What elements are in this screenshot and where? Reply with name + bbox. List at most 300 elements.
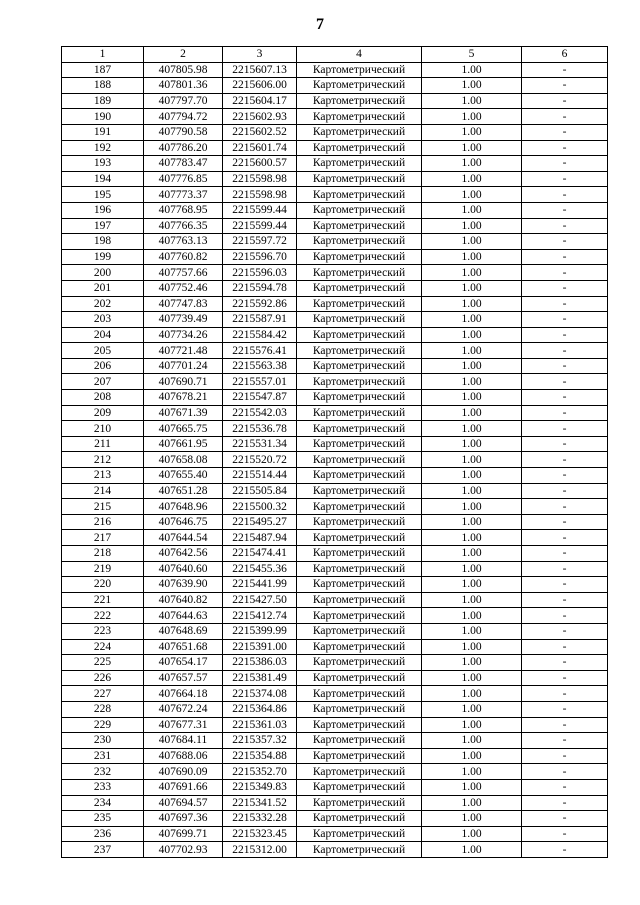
accuracy-cell: 1.00 [422,156,522,172]
table-row [62,358,608,374]
point-number-cell: 193 [62,156,144,172]
y-coordinate-cell: 2215427.50 [223,592,297,608]
x-coordinate-cell: 407794.72 [144,109,223,125]
point-number-cell: 221 [62,592,144,608]
note-cell: - [522,374,608,390]
point-number-cell: 204 [62,327,144,343]
point-number-cell: 234 [62,795,144,811]
method-cell: Картометрический [297,811,422,827]
table-row [62,701,608,717]
method-cell: Картометрический [297,499,422,515]
x-coordinate-cell: 407661.95 [144,436,223,452]
x-coordinate-cell: 407757.66 [144,265,223,281]
method-cell: Картометрический [297,296,422,312]
column-header-3: 3 [223,47,297,63]
accuracy-cell: 1.00 [422,779,522,795]
method-cell: Картометрический [297,436,422,452]
method-cell: Картометрический [297,592,422,608]
table-row [62,655,608,671]
note-cell: - [522,811,608,827]
point-number-cell: 201 [62,280,144,296]
accuracy-cell: 1.00 [422,499,522,515]
y-coordinate-cell: 2215455.36 [223,561,297,577]
x-coordinate-cell: 407644.63 [144,608,223,624]
note-cell: - [522,748,608,764]
accuracy-cell: 1.00 [422,608,522,624]
x-coordinate-cell: 407648.96 [144,499,223,515]
accuracy-cell: 1.00 [422,701,522,717]
x-coordinate-cell: 407644.54 [144,530,223,546]
point-number-cell: 227 [62,686,144,702]
x-coordinate-cell: 407651.28 [144,483,223,499]
point-number-cell: 220 [62,577,144,593]
accuracy-cell: 1.00 [422,748,522,764]
point-number-cell: 228 [62,701,144,717]
method-cell: Картометрический [297,764,422,780]
table-row [62,296,608,312]
accuracy-cell: 1.00 [422,343,522,359]
accuracy-cell: 1.00 [422,717,522,733]
method-cell: Картометрический [297,78,422,94]
table-row [62,530,608,546]
table-row [62,608,608,624]
method-cell: Картометрический [297,530,422,546]
method-cell: Картометрический [297,265,422,281]
x-coordinate-cell: 407786.20 [144,140,223,156]
x-coordinate-cell: 407702.93 [144,842,223,858]
note-cell: - [522,296,608,312]
coordinates-table [61,46,608,858]
method-cell: Картометрический [297,842,422,858]
y-coordinate-cell: 2215598.98 [223,171,297,187]
table-row [62,124,608,140]
table-row [62,218,608,234]
table-row [62,514,608,530]
accuracy-cell: 1.00 [422,296,522,312]
note-cell: - [522,187,608,203]
accuracy-cell: 1.00 [422,265,522,281]
column-header-2: 2 [144,47,223,63]
accuracy-cell: 1.00 [422,686,522,702]
accuracy-cell: 1.00 [422,124,522,140]
table-row [62,733,608,749]
method-cell: Картометрический [297,468,422,484]
accuracy-cell: 1.00 [422,592,522,608]
accuracy-cell: 1.00 [422,764,522,780]
point-number-cell: 224 [62,639,144,655]
table-row [62,249,608,265]
table-row [62,312,608,328]
point-number-cell: 232 [62,764,144,780]
point-number-cell: 190 [62,109,144,125]
table-row [62,280,608,296]
y-coordinate-cell: 2215487.94 [223,530,297,546]
note-cell: - [522,421,608,437]
table-body [62,62,608,857]
accuracy-cell: 1.00 [422,249,522,265]
x-coordinate-cell: 407640.82 [144,592,223,608]
accuracy-cell: 1.00 [422,546,522,562]
y-coordinate-cell: 2215364.86 [223,701,297,717]
point-number-cell: 219 [62,561,144,577]
y-coordinate-cell: 2215542.03 [223,405,297,421]
y-coordinate-cell: 2215598.98 [223,187,297,203]
y-coordinate-cell: 2215500.32 [223,499,297,515]
accuracy-cell: 1.00 [422,374,522,390]
note-cell: - [522,639,608,655]
note-cell: - [522,623,608,639]
accuracy-cell: 1.00 [422,202,522,218]
y-coordinate-cell: 2215323.45 [223,826,297,842]
note-cell: - [522,390,608,406]
accuracy-cell: 1.00 [422,358,522,374]
method-cell: Картометрический [297,218,422,234]
method-cell: Картометрический [297,93,422,109]
y-coordinate-cell: 2215412.74 [223,608,297,624]
accuracy-cell: 1.00 [422,93,522,109]
note-cell: - [522,62,608,78]
note-cell: - [522,608,608,624]
table-row [62,826,608,842]
method-cell: Картометрический [297,140,422,156]
accuracy-cell: 1.00 [422,187,522,203]
table-row [62,265,608,281]
accuracy-cell: 1.00 [422,483,522,499]
accuracy-cell: 1.00 [422,436,522,452]
method-cell: Картометрический [297,748,422,764]
x-coordinate-cell: 407691.66 [144,779,223,795]
x-coordinate-cell: 407694.57 [144,795,223,811]
point-number-cell: 194 [62,171,144,187]
x-coordinate-cell: 407766.35 [144,218,223,234]
y-coordinate-cell: 2215599.44 [223,202,297,218]
table-row [62,234,608,250]
note-cell: - [522,483,608,499]
y-coordinate-cell: 2215602.52 [223,124,297,140]
table-row [62,686,608,702]
method-cell: Картометрический [297,733,422,749]
method-cell: Картометрический [297,795,422,811]
note-cell: - [522,327,608,343]
table-row [62,623,608,639]
y-coordinate-cell: 2215606.00 [223,78,297,94]
method-cell: Картометрический [297,561,422,577]
table-row [62,779,608,795]
y-coordinate-cell: 2215312.00 [223,842,297,858]
method-cell: Картометрический [297,483,422,499]
note-cell: - [522,795,608,811]
point-number-cell: 197 [62,218,144,234]
table-row [62,187,608,203]
accuracy-cell: 1.00 [422,327,522,343]
x-coordinate-cell: 407678.21 [144,390,223,406]
x-coordinate-cell: 407734.26 [144,327,223,343]
table-row [62,202,608,218]
note-cell: - [522,561,608,577]
x-coordinate-cell: 407690.09 [144,764,223,780]
point-number-cell: 223 [62,623,144,639]
point-number-cell: 188 [62,78,144,94]
accuracy-cell: 1.00 [422,405,522,421]
x-coordinate-cell: 407801.36 [144,78,223,94]
accuracy-cell: 1.00 [422,842,522,858]
point-number-cell: 196 [62,202,144,218]
method-cell: Картометрический [297,390,422,406]
table-row [62,421,608,437]
note-cell: - [522,764,608,780]
table-row [62,405,608,421]
accuracy-cell: 1.00 [422,811,522,827]
method-cell: Картометрический [297,343,422,359]
accuracy-cell: 1.00 [422,390,522,406]
note-cell: - [522,312,608,328]
accuracy-cell: 1.00 [422,639,522,655]
table-row [62,811,608,827]
method-cell: Картометрический [297,109,422,125]
y-coordinate-cell: 2215594.78 [223,280,297,296]
table-row [62,468,608,484]
x-coordinate-cell: 407658.08 [144,452,223,468]
y-coordinate-cell: 2215391.00 [223,639,297,655]
point-number-cell: 214 [62,483,144,499]
note-cell: - [522,280,608,296]
note-cell: - [522,514,608,530]
y-coordinate-cell: 2215441.99 [223,577,297,593]
column-header-5: 5 [422,47,522,63]
accuracy-cell: 1.00 [422,577,522,593]
table-row [62,452,608,468]
x-coordinate-cell: 407664.18 [144,686,223,702]
accuracy-cell: 1.00 [422,140,522,156]
x-coordinate-cell: 407773.37 [144,187,223,203]
y-coordinate-cell: 2215536.78 [223,421,297,437]
accuracy-cell: 1.00 [422,468,522,484]
method-cell: Картометрический [297,717,422,733]
note-cell: - [522,826,608,842]
x-coordinate-cell: 407654.17 [144,655,223,671]
y-coordinate-cell: 2215596.70 [223,249,297,265]
point-number-cell: 225 [62,655,144,671]
point-number-cell: 210 [62,421,144,437]
point-number-cell: 206 [62,358,144,374]
table-row [62,795,608,811]
x-coordinate-cell: 407701.24 [144,358,223,374]
method-cell: Картометрический [297,623,422,639]
point-number-cell: 187 [62,62,144,78]
accuracy-cell: 1.00 [422,655,522,671]
y-coordinate-cell: 2215599.44 [223,218,297,234]
y-coordinate-cell: 2215584.42 [223,327,297,343]
method-cell: Картометрический [297,546,422,562]
x-coordinate-cell: 407690.71 [144,374,223,390]
table-row [62,577,608,593]
x-coordinate-cell: 407651.68 [144,639,223,655]
y-coordinate-cell: 2215600.57 [223,156,297,172]
method-cell: Картометрический [297,701,422,717]
x-coordinate-cell: 407672.24 [144,701,223,717]
x-coordinate-cell: 407697.36 [144,811,223,827]
point-number-cell: 209 [62,405,144,421]
table-row [62,109,608,125]
note-cell: - [522,265,608,281]
note-cell: - [522,842,608,858]
y-coordinate-cell: 2215531.34 [223,436,297,452]
point-number-cell: 208 [62,390,144,406]
x-coordinate-cell: 407776.85 [144,171,223,187]
note-cell: - [522,655,608,671]
x-coordinate-cell: 407747.83 [144,296,223,312]
table-row [62,93,608,109]
accuracy-cell: 1.00 [422,733,522,749]
x-coordinate-cell: 407739.49 [144,312,223,328]
table-row [62,483,608,499]
y-coordinate-cell: 2215332.28 [223,811,297,827]
x-coordinate-cell: 407760.82 [144,249,223,265]
note-cell: - [522,124,608,140]
y-coordinate-cell: 2215607.13 [223,62,297,78]
y-coordinate-cell: 2215596.03 [223,265,297,281]
note-cell: - [522,733,608,749]
table-row [62,670,608,686]
table-row [62,374,608,390]
point-number-cell: 198 [62,234,144,250]
note-cell: - [522,701,608,717]
note-cell: - [522,779,608,795]
accuracy-cell: 1.00 [422,670,522,686]
note-cell: - [522,530,608,546]
table-row [62,499,608,515]
point-number-cell: 205 [62,343,144,359]
page-number: 7 [316,16,324,33]
table-row [62,327,608,343]
note-cell: - [522,499,608,515]
x-coordinate-cell: 407763.13 [144,234,223,250]
point-number-cell: 217 [62,530,144,546]
table-row [62,546,608,562]
note-cell: - [522,358,608,374]
note-cell: - [522,171,608,187]
accuracy-cell: 1.00 [422,234,522,250]
y-coordinate-cell: 2215604.17 [223,93,297,109]
note-cell: - [522,670,608,686]
method-cell: Картометрический [297,639,422,655]
y-coordinate-cell: 2215597.72 [223,234,297,250]
table-row [62,592,608,608]
y-coordinate-cell: 2215341.52 [223,795,297,811]
table-row [62,343,608,359]
note-cell: - [522,577,608,593]
x-coordinate-cell: 407688.06 [144,748,223,764]
note-cell: - [522,592,608,608]
method-cell: Картометрический [297,686,422,702]
x-coordinate-cell: 407797.70 [144,93,223,109]
x-coordinate-cell: 407640.60 [144,561,223,577]
point-number-cell: 212 [62,452,144,468]
x-coordinate-cell: 407684.11 [144,733,223,749]
point-number-cell: 226 [62,670,144,686]
x-coordinate-cell: 407639.90 [144,577,223,593]
note-cell: - [522,717,608,733]
table-row [62,639,608,655]
x-coordinate-cell: 407642.56 [144,546,223,562]
accuracy-cell: 1.00 [422,78,522,94]
method-cell: Картометрический [297,608,422,624]
accuracy-cell: 1.00 [422,795,522,811]
method-cell: Картометрический [297,826,422,842]
point-number-cell: 199 [62,249,144,265]
y-coordinate-cell: 2215505.84 [223,483,297,499]
column-header-6: 6 [522,47,608,63]
accuracy-cell: 1.00 [422,623,522,639]
y-coordinate-cell: 2215601.74 [223,140,297,156]
table-row [62,62,608,78]
table-row [62,717,608,733]
method-cell: Картометрический [297,452,422,468]
x-coordinate-cell: 407768.95 [144,202,223,218]
point-number-cell: 216 [62,514,144,530]
x-coordinate-cell: 407646.75 [144,514,223,530]
note-cell: - [522,468,608,484]
point-number-cell: 233 [62,779,144,795]
x-coordinate-cell: 407648.69 [144,623,223,639]
note-cell: - [522,686,608,702]
y-coordinate-cell: 2215354.88 [223,748,297,764]
x-coordinate-cell: 407657.57 [144,670,223,686]
y-coordinate-cell: 2215386.03 [223,655,297,671]
method-cell: Картометрический [297,124,422,140]
y-coordinate-cell: 2215361.03 [223,717,297,733]
point-number-cell: 222 [62,608,144,624]
y-coordinate-cell: 2215547.87 [223,390,297,406]
accuracy-cell: 1.00 [422,452,522,468]
note-cell: - [522,234,608,250]
accuracy-cell: 1.00 [422,530,522,546]
method-cell: Картометрический [297,577,422,593]
table-row [62,436,608,452]
point-number-cell: 218 [62,546,144,562]
method-cell: Картометрический [297,655,422,671]
point-number-cell: 215 [62,499,144,515]
method-cell: Картометрический [297,374,422,390]
note-cell: - [522,140,608,156]
y-coordinate-cell: 2215399.99 [223,623,297,639]
y-coordinate-cell: 2215602.93 [223,109,297,125]
y-coordinate-cell: 2215592.86 [223,296,297,312]
table-row [62,842,608,858]
column-header-4: 4 [297,47,422,63]
point-number-cell: 229 [62,717,144,733]
y-coordinate-cell: 2215381.49 [223,670,297,686]
point-number-cell: 192 [62,140,144,156]
method-cell: Картометрический [297,280,422,296]
accuracy-cell: 1.00 [422,218,522,234]
method-cell: Картометрический [297,514,422,530]
y-coordinate-cell: 2215495.27 [223,514,297,530]
table-row [62,78,608,94]
y-coordinate-cell: 2215374.08 [223,686,297,702]
method-cell: Картометрический [297,405,422,421]
x-coordinate-cell: 407752.46 [144,280,223,296]
point-number-cell: 236 [62,826,144,842]
x-coordinate-cell: 407671.39 [144,405,223,421]
accuracy-cell: 1.00 [422,171,522,187]
y-coordinate-cell: 2215357.32 [223,733,297,749]
note-cell: - [522,452,608,468]
x-coordinate-cell: 407655.40 [144,468,223,484]
note-cell: - [522,405,608,421]
method-cell: Картометрический [297,171,422,187]
y-coordinate-cell: 2215576.41 [223,343,297,359]
